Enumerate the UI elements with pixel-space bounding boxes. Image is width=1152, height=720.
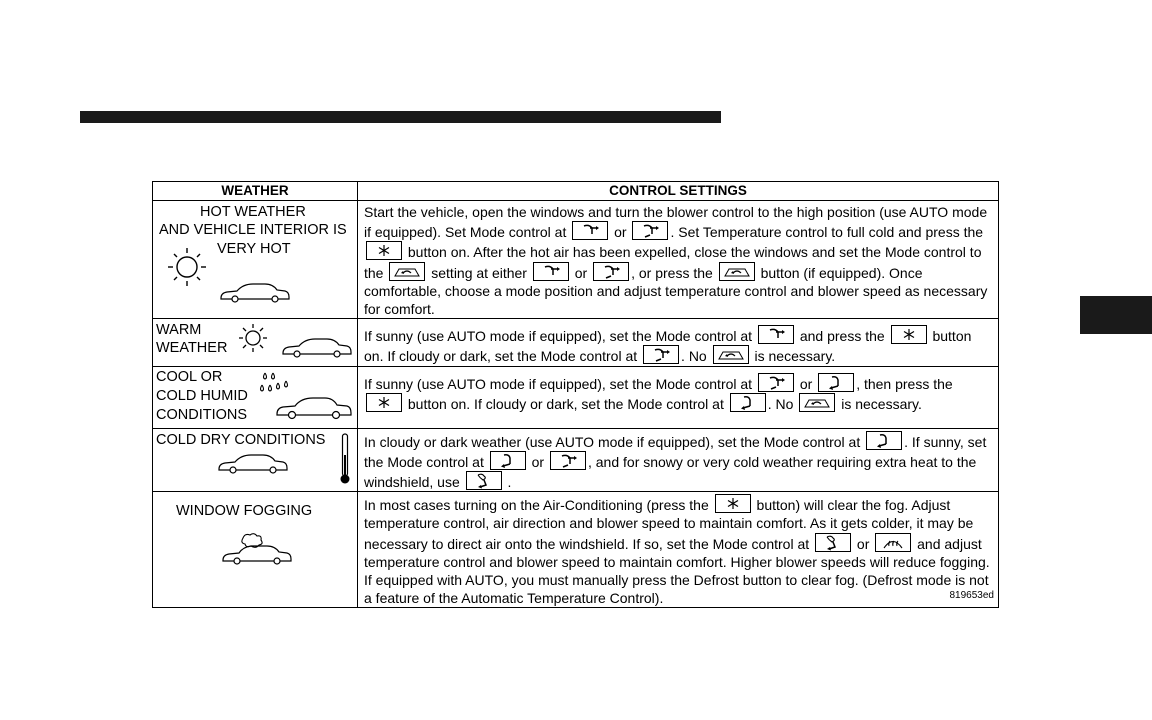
control-settings-column-header: CONTROL SETTINGS — [358, 182, 999, 201]
floor-mode-icon — [818, 373, 854, 392]
settings-text: is necessary. — [750, 348, 836, 365]
weather-label: COLD HUMID — [156, 387, 248, 404]
settings-text: and adjust temperature control and blower speed to maintain comfort. Higher blower speeds will reduce fogging. If equipped with AUTO, you must manually press the Defrost button to clear fog. (Defrost mode is not a feature of the Automatic Temperature Control). — [364, 535, 990, 607]
table-row — [153, 428, 999, 492]
settings-text: or — [853, 535, 874, 552]
settings-text: , and for snowy or very cold weather requiring extra heat to the windshield, use — [364, 453, 977, 491]
floor-mode-icon — [490, 451, 526, 470]
weather-label: CONDITIONS — [156, 406, 248, 423]
recirculation-icon — [719, 262, 755, 281]
weather-cell-hot — [153, 201, 358, 319]
bilevel-mode-icon — [632, 221, 668, 240]
car-icon — [275, 395, 353, 421]
bilevel-mode-icon — [593, 262, 629, 281]
figure-id: 819653ed — [949, 590, 994, 602]
panel-mode-icon — [758, 325, 794, 344]
settings-text: setting at either — [427, 264, 531, 281]
settings-text: button on. If cloudy or dark, set the Mode control at — [404, 395, 728, 412]
table-header-row — [153, 182, 999, 201]
weather-label: WEATHER — [156, 340, 228, 357]
table-row — [153, 201, 999, 319]
settings-text: or — [795, 375, 817, 392]
settings-text: . — [503, 474, 512, 491]
panel-mode-icon — [533, 262, 569, 281]
header-rule-bar — [80, 111, 721, 123]
recirculation-icon — [713, 345, 749, 364]
ac-snowflake-icon — [891, 325, 927, 344]
control-settings-cell — [358, 319, 999, 366]
weather-label: COLD DRY CONDITIONS — [156, 431, 326, 448]
weather-column-header: WEATHER — [153, 182, 358, 201]
control-settings-cell — [358, 428, 999, 492]
settings-text: is necessary. — [837, 395, 922, 412]
weather-label: HOT WEATHER — [200, 204, 306, 220]
settings-text: . No — [681, 348, 711, 365]
car-icon — [281, 337, 353, 359]
bilevel-mode-icon — [758, 373, 794, 392]
settings-text: . Set Temperature control to full cold and press the — [670, 224, 984, 241]
settings-text: Start the vehicle, open the windows and turn the blower control to the high position (use AUTO mode if equipped). Set Mode control at — [364, 204, 988, 241]
settings-text: , then press the — [856, 375, 953, 392]
weather-label: WARM — [156, 322, 202, 339]
weather-label: VERY HOT — [217, 241, 291, 257]
settings-text: In most cases turning on the Air-Conditioning (press the — [364, 497, 713, 514]
car-icon — [219, 282, 291, 304]
settings-text: button on. If cloudy or dark, set the Mode control at — [364, 328, 972, 365]
table-row — [153, 492, 999, 608]
settings-text: or — [570, 264, 592, 281]
floor-mode-icon — [866, 431, 902, 450]
settings-text: If sunny (use AUTO mode if equipped), set the Mode control at — [364, 375, 756, 392]
settings-text: button (if equipped). Once comfortable, choose a mode position and adjust temperature control and blower speed as necessary for comfort. — [364, 264, 988, 318]
ac-snowflake-icon — [366, 241, 402, 260]
weather-label: COOL OR — [156, 368, 223, 385]
settings-text: or — [527, 453, 548, 470]
bilevel-mode-icon — [550, 451, 586, 470]
settings-text: , or press the — [631, 264, 717, 281]
sun-icon — [165, 245, 209, 289]
settings-text: In cloudy or dark weather (use AUTO mode if equipped), set the Mode control at — [364, 433, 865, 450]
panel-mode-icon — [572, 221, 608, 240]
settings-text: . If sunny, set the Mode control at — [364, 433, 987, 470]
table-row — [153, 366, 999, 428]
floor-mode-icon — [730, 393, 766, 412]
weather-label: AND VEHICLE INTERIOR IS — [159, 222, 347, 238]
recirculation-icon — [389, 262, 425, 281]
recirculation-icon — [799, 393, 835, 412]
sun-icon — [237, 322, 269, 354]
table-row — [153, 319, 999, 366]
control-settings-cell — [358, 201, 999, 319]
settings-text: or — [610, 224, 631, 241]
mix-mode-icon — [815, 533, 851, 552]
settings-text: and press the — [795, 328, 889, 345]
settings-text: button) will clear the fog. Adjust temperature control, air direction and blower speed to maintain comfort. As it gets colder, it may be necessary to direct air onto the windshield. If so, set the Mode control at — [364, 497, 974, 552]
settings-text: If sunny (use AUTO mode if equipped), set the Mode control at — [364, 328, 756, 345]
weather-cell-window-fogging — [153, 492, 358, 608]
weather-label: WINDOW FOGGING — [176, 503, 313, 520]
climate-settings-table — [152, 181, 999, 608]
weather-cell-cool-humid — [153, 366, 358, 428]
weather-cell-warm — [153, 319, 358, 366]
settings-text: button on. After the hot air has been expelled, close the windows and set the Mode control to the — [364, 244, 982, 281]
car-icon — [217, 453, 289, 475]
thermometer-icon — [339, 433, 351, 485]
section-thumb-tab — [1080, 296, 1152, 334]
weather-cell-cold-dry — [153, 428, 358, 492]
ac-snowflake-icon — [715, 494, 751, 513]
fogged-car-icon — [221, 532, 293, 566]
ac-snowflake-icon — [366, 393, 402, 412]
mix-mode-icon — [466, 471, 502, 490]
control-settings-cell — [358, 366, 999, 428]
settings-text: . No — [767, 395, 798, 412]
bilevel-mode-icon — [643, 345, 679, 364]
defrost-mode-icon — [875, 533, 911, 552]
control-settings-cell — [358, 492, 999, 608]
